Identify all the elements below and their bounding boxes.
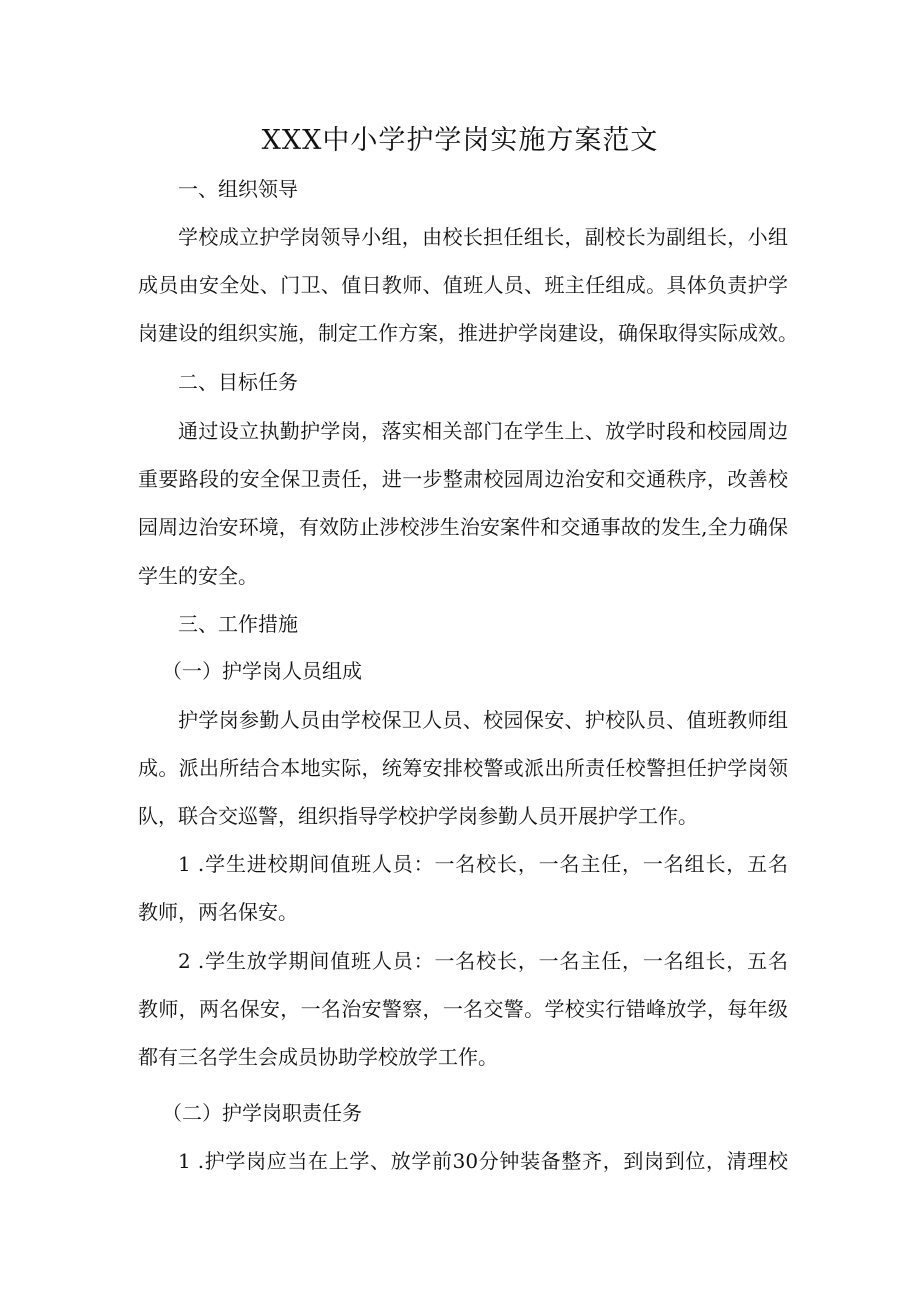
- paragraph-line: 重要路段的安全保卫责任，进一步整肃校园周边治安和交通秩序，改善校: [138, 467, 788, 491]
- paragraph-line: 成员由安全处、门卫、值日教师、值班人员、班主任组成。具体负责护学: [138, 273, 788, 297]
- section-heading-organization: 一、组织领导: [178, 177, 298, 201]
- section-heading-goals: 二、目标任务: [178, 370, 298, 394]
- paragraph-line: 学生的安全。: [138, 564, 258, 588]
- paragraph-line: 护学岗参勤人员由学校保卫人员、校园保安、护校队员、值班教师组: [178, 708, 788, 732]
- paragraph-line: 成。派出所结合本地实际，统筹安排校警或派出所责任校警担任护学岗领: [138, 756, 788, 780]
- section-heading-measures: 三、工作措施: [178, 612, 298, 636]
- list-item-line: 教师，两名保安，一名治安警察，一名交警。学校实行错峰放学，每年级: [138, 997, 788, 1021]
- list-item-line: 1 .护学岗应当在上学、放学前30分钟装备整齐，到岗到位，清理校: [178, 1149, 788, 1173]
- paragraph-line: 园周边治安环境，有效防止涉校涉生治安案件和交通事故的发生,全力确保: [138, 515, 788, 539]
- list-item-line: 教师，两名保安。: [138, 900, 298, 924]
- paragraph-line: 岗建设的组织实施，制定工作方案，推进护学岗建设，确保取得实际成效。: [138, 321, 798, 345]
- list-item-line: 2 .学生放学期间值班人员：一名校长，一名主任，一名组长，五名: [178, 949, 788, 973]
- subsection-heading-duties: （二）护学岗职责任务: [162, 1101, 362, 1125]
- paragraph-line: 队，联合交巡警，组织指导学校护学岗参勤人员开展护学工作。: [138, 804, 698, 828]
- list-item-line: 1 .学生进校期间值班人员：一名校长，一名主任，一名组长，五名: [178, 852, 788, 876]
- document-title: XXX中小学护学岗实施方案范文: [261, 125, 659, 156]
- subsection-heading-personnel: （一）护学岗人员组成: [162, 659, 362, 683]
- paragraph-line: 通过设立执勤护学岗，落实相关部门在学生上、放学时段和校园周边: [178, 419, 788, 443]
- list-item-line: 都有三名学生会成员协助学校放学工作。: [138, 1045, 498, 1069]
- paragraph-line: 学校成立护学岗领导小组，由校长担任组长，副校长为副组长，小组: [178, 225, 788, 249]
